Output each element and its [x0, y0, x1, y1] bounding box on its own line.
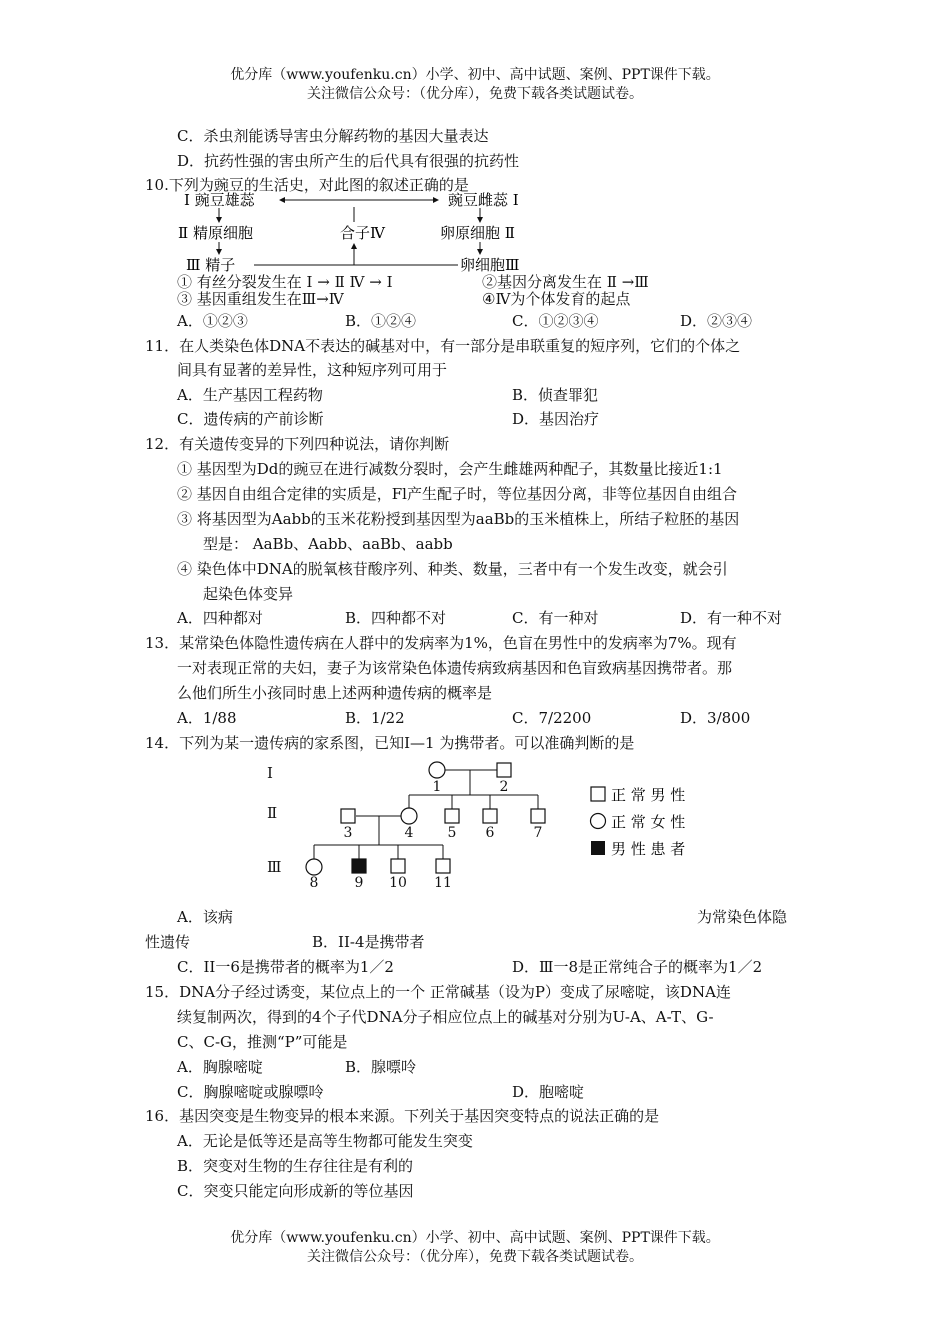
q11-option-b: B．侦查罪犯: [512, 386, 599, 404]
q9-option-c: C．杀虫剂能诱导害虫分解药物的基因大量表达: [177, 127, 489, 145]
q15-option-b: B．腺嘌呤: [345, 1058, 417, 1076]
footer-line-1: 优分库（www.youfenku.cn）小学、初中、高中试题、案例、PPT课件下载。: [230, 1230, 720, 1246]
q10-statement-2: ②基因分离发生在 Ⅱ →Ⅲ: [482, 273, 649, 291]
q15-stem-line-3: C、C-G，推测“P”可能是: [177, 1033, 348, 1051]
id-label-8: 8: [309, 875, 319, 891]
q13-option-b: B．1/22: [345, 709, 405, 727]
q13-stem-line-1: 13．某常染色体隐性遗传病在人群中的发病率为1%，色盲在男性中的发病率为7%。现有: [145, 634, 737, 652]
q14-option-a-part-1: A．该病: [177, 908, 233, 926]
q14-stem: 14．下列为某一遗传病的家系图，已知Ⅰ—1 为携带者。可以准确判断的是: [145, 734, 635, 752]
q13-option-c: C．7/2200: [512, 709, 592, 727]
q11-option-c: C．遗传病的产前诊断: [177, 410, 324, 428]
legend-normal-male: 正 常 男 性: [611, 786, 686, 804]
pea-life-cycle-diagram: [170, 190, 550, 280]
q9-option-d: D．抗药性强的害虫所产生的后代具有很强的抗药性: [177, 152, 520, 170]
legend-affected-male-icon: [591, 841, 605, 855]
id-label-5: 5: [447, 825, 457, 841]
q12-option-b: B．四种都不对: [345, 609, 447, 627]
individual-II-3: [341, 809, 355, 823]
individual-I-2: [497, 763, 511, 777]
q15-option-d: D．胞嘧啶: [512, 1083, 585, 1101]
q14-option-a-part-2: 为常染色体隐: [697, 908, 788, 926]
id-label-3: 3: [343, 825, 353, 841]
q13-stem-line-3: 么他们所生小孩同时患上述两种遗传病的概率是: [177, 684, 493, 702]
q16-option-c: C．突变只能定向形成新的等位基因: [177, 1182, 414, 1200]
q11-option-a: A．生产基因工程药物: [177, 386, 323, 404]
individual-II-4: [401, 808, 417, 824]
q16-stem: 16．基因突变是生物变异的根本来源。下列关于基因突变特点的说法正确的是: [145, 1107, 660, 1125]
q15-stem-line-1: 15．DNA分子经过诱变，某位点上的一个 正常碱基（设为P）变成了尿嘧啶，该DNA连: [145, 983, 731, 1001]
q10-option-a: A．①②③: [177, 312, 248, 330]
legend-normal-female: 正 常 女 性: [611, 813, 686, 831]
q10-option-b: B．①②④: [345, 312, 417, 330]
q13-option-a: A．1/88: [177, 709, 237, 727]
q12-stem: 12．有关遗传变异的下列四种说法，请你判断: [145, 435, 450, 453]
pedigree-legend: [591, 786, 686, 858]
q11-stem-line-2: 间具有显著的差异性，这种短序列可用于: [177, 361, 448, 379]
q14-option-d: D．Ⅲ一8是正常纯合子的概率为1／2: [512, 958, 763, 976]
q10-stem: 10.下列为豌豆的生活史，对此图的叙述正确的是: [145, 176, 469, 194]
individual-I-1: [429, 762, 445, 778]
q15-stem-line-2: 续复制两次，得到的4个子代DNA分子相应位点上的碱基对分别为U-A、A-T、G-: [177, 1008, 714, 1026]
q11-option-d: D．基因治疗: [512, 410, 600, 428]
diagram-node-male-stamen: Ⅰ 豌豆雄蕊: [184, 191, 255, 209]
legend-affected-male: 男 性 患 者: [611, 840, 686, 858]
id-label-10: 10: [389, 875, 407, 891]
diagram-node-female-pistil: 豌豆雌蕊 Ⅰ: [448, 191, 519, 209]
q13-stem-line-2: 一对表现正常的夫妇，妻子为该常染色体遗传病致病基因和色盲致病基因携带者。那: [177, 659, 733, 677]
legend-normal-female-icon: [591, 814, 606, 829]
id-label-6: 6: [485, 825, 495, 841]
q12-option-d: D．有一种不对: [680, 609, 783, 627]
header-line-2: 关注微信公众号：（优分库），免费下载各类试题试卷。: [307, 86, 643, 102]
generation-label-2: Ⅱ: [267, 804, 278, 822]
id-label-1: 1: [432, 779, 442, 795]
q14-option-a-part-3: 性遗传: [145, 933, 191, 951]
footer-line-2: 关注微信公众号：（优分库），免费下载各类试题试卷。: [307, 1249, 643, 1265]
q11-stem-line-1: 11．在人类染色体DNA不表达的碱基对中，有一部分是串联重复的短序列，它们的个体之: [145, 337, 741, 355]
q16-option-a: A．无论是低等还是高等生物都可能发生突变: [177, 1132, 473, 1150]
generation-label-1: Ⅰ: [267, 764, 273, 782]
diagram-node-zygote: 合子Ⅳ: [340, 224, 385, 242]
q14-option-b: B．II-4是携带者: [312, 933, 425, 951]
q16-option-b: B．突变对生物的生存往往是有利的: [177, 1157, 414, 1175]
q13-option-d: D．3/800: [680, 709, 751, 727]
q12-statement-4-line-1: ④ 染色体中DNA的脱氧核苷酸序列、种类、数量，三者中有一个发生改变，就会引: [177, 560, 728, 578]
generation-label-3: Ⅲ: [267, 858, 282, 876]
header-line-1: 优分库（www.youfenku.cn）小学、初中、高中试题、案例、PPT课件下载。: [230, 67, 720, 83]
q12-option-c: C．有一种对: [512, 609, 599, 627]
q10-statement-3: ③ 基因重组发生在Ⅲ→Ⅳ: [177, 290, 344, 308]
individual-II-7: [531, 809, 545, 823]
legend-normal-male-icon: [591, 787, 605, 801]
q10-statement-1: ① 有丝分裂发生在 Ⅰ → Ⅱ Ⅳ → Ⅰ: [177, 273, 393, 291]
q12-statement-3-line-1: ③ 将基因型为Aabb的玉米花粉授到基因型为aaBb的玉米植株上，所结子粒胚的基因: [177, 510, 740, 528]
diagram-node-oogonium: 卵原细胞 Ⅱ: [440, 224, 515, 242]
q12-statement-1: ① 基因型为Dd的豌豆在进行减数分裂时，会产生雌雄两种配子，其数量比接近1:1: [177, 460, 723, 478]
q15-option-c: C．胸腺嘧啶或腺嘌呤: [177, 1083, 324, 1101]
q12-statement-4-line-2: 起染色体变异: [203, 585, 294, 603]
diagram-node-egg: 卵细胞Ⅲ: [460, 256, 520, 274]
q15-option-a: A．胸腺嘧啶: [177, 1058, 263, 1076]
individual-III-11: [436, 859, 450, 873]
q10-statement-4: ④Ⅳ为个体发育的起点: [482, 290, 631, 308]
individual-III-10: [391, 859, 405, 873]
pedigree-chart: [255, 755, 705, 895]
q12-statement-3-line-2: 型是： AaBb、Aabb、aaBb、aabb: [203, 535, 453, 553]
id-label-11: 11: [434, 875, 452, 891]
individual-III-8: [306, 859, 322, 875]
diagram-node-sperm: Ⅲ 精子: [186, 256, 236, 274]
id-label-9: 9: [354, 875, 364, 891]
q10-option-d: D．②③④: [680, 312, 753, 330]
q12-statement-2: ② 基因自由组合定律的实质是，Fl产生配子时，等位基因分离，非等位基因自由组合: [177, 485, 737, 503]
id-label-7: 7: [533, 825, 543, 841]
diagram-node-spermatogonium: Ⅱ 精原细胞: [178, 224, 253, 242]
q10-option-c: C．①②③④: [512, 312, 599, 330]
individual-II-5: [445, 809, 459, 823]
id-label-2: 2: [499, 779, 509, 795]
id-label-4: 4: [404, 825, 414, 841]
q12-option-a: A．四种都对: [177, 609, 263, 627]
individual-III-9: [352, 859, 366, 873]
q14-option-c: C．II一6是携带者的概率为1／2: [177, 958, 394, 976]
individual-II-6: [483, 809, 497, 823]
